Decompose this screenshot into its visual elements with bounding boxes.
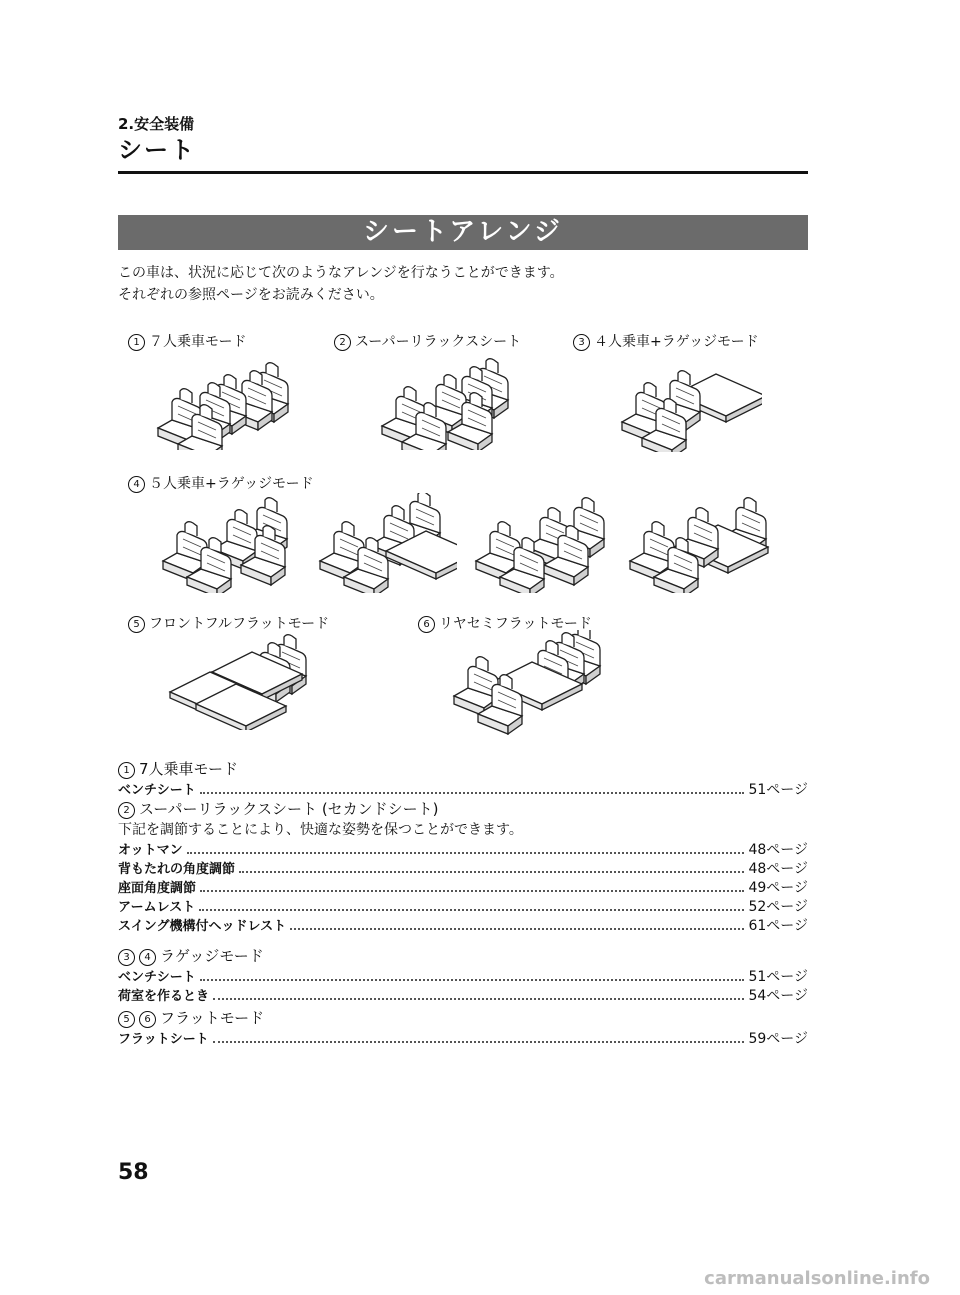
toc-heading: [118, 758, 808, 779]
watermark: carmanualsonline.info: [704, 1268, 930, 1289]
toc-note: 下記を調節することにより、快適な姿勢を保つことができます。: [118, 822, 523, 838]
page-number: 58: [118, 1160, 149, 1185]
mode-text: ７人乗車モード: [149, 334, 247, 350]
intro-line: この車は、状況に応じて次のようなアレンジを行なうことができます。: [118, 265, 564, 281]
toc-entry-page: 61ページ: [748, 918, 808, 934]
leader-dots: [290, 928, 744, 930]
section-label: 2.安全装備: [118, 115, 195, 133]
toc-entry-label: ベンチシート: [118, 783, 196, 798]
number-circle: 2: [118, 802, 135, 819]
toc-heading-text: スーパーリラックスシート (セカンドシート): [139, 800, 439, 818]
toc-entry-page: 49ページ: [748, 880, 808, 896]
number-circle: 1: [128, 334, 145, 351]
toc-heading-text: ラゲッジモード: [160, 947, 264, 965]
number-circle: 3: [118, 949, 135, 966]
toc-entry-page: 52ページ: [748, 899, 808, 915]
toc-entry-page: 51ページ: [748, 782, 808, 798]
toc-entry-label: オットマン: [118, 843, 183, 858]
toc-entry[interactable]: [118, 839, 808, 858]
toc-entry-label: 座面角度調節: [118, 881, 197, 896]
mode-text: フロントフルフラットモード: [149, 616, 330, 632]
leader-dots: [200, 890, 744, 892]
number-circle: 4: [139, 949, 156, 966]
leader-dots: [213, 1041, 745, 1043]
mode-text: ５人乗車+ラゲッジモード: [149, 476, 314, 492]
mode-label-2: [334, 331, 521, 351]
toc-entry-label: フラットシート: [118, 1032, 209, 1047]
toc-heading-text: 7人乗車モード: [139, 760, 238, 778]
number-circle: 6: [418, 616, 435, 633]
mode-label-3: [573, 331, 759, 351]
toc-entry-page: 54ページ: [748, 988, 808, 1004]
seat-illustration-super-relax: [372, 350, 522, 450]
toc-group-luggage: [118, 945, 808, 1004]
toc-group-flat: [118, 1007, 808, 1047]
toc-entry[interactable]: [118, 858, 808, 877]
toc-entry-page: 51ページ: [748, 969, 808, 985]
toc-entry-page: 59ページ: [748, 1031, 808, 1047]
seat-illustration-4-seat-luggage: [612, 362, 762, 452]
mode-label-4: [128, 473, 314, 493]
toc-entry-label: スイング機構付ヘッドレスト: [118, 919, 287, 934]
toc-group-super-relax: [118, 798, 808, 934]
leader-dots: [213, 998, 744, 1000]
seat-illustration-7-seat-mode: [148, 350, 298, 450]
seat-illustration-front-full-flat: [166, 630, 316, 730]
toc-entry[interactable]: [118, 966, 808, 985]
leader-dots: [239, 871, 744, 873]
number-circle: 4: [128, 476, 145, 493]
leader-dots: [200, 979, 745, 981]
toc-entry[interactable]: [118, 1028, 808, 1047]
toc-entry-page: 48ページ: [748, 842, 808, 858]
seat-illustration-5-seat-luggage-a: [155, 493, 295, 593]
leader-dots: [187, 852, 745, 854]
intro-line: それぞれの参照ページをお読みください。: [118, 287, 384, 303]
toc-heading-text: フラットモード: [160, 1009, 265, 1027]
seat-illustration-5-seat-luggage-b: [312, 493, 457, 593]
toc-entry-label: 荷室を作るとき: [118, 989, 210, 1004]
seat-illustration-5-seat-luggage-d: [622, 493, 772, 593]
section-banner: シートアレンジ: [118, 215, 808, 250]
toc-entry-page: 48ページ: [748, 861, 808, 877]
toc-entry-label: 背もたれの角度調節: [118, 862, 236, 877]
mode-label-1: [128, 331, 246, 351]
seat-illustration-5-seat-luggage-c: [468, 493, 613, 593]
mode-text: ４人乗車+ラゲッジモード: [594, 334, 759, 350]
toc-heading: [118, 945, 808, 966]
seat-illustration-rear-semi-flat: [446, 630, 611, 735]
mode-text: リヤセミフラットモード: [439, 616, 592, 632]
toc-entry-label: アームレスト: [118, 900, 196, 915]
number-circle: 6: [139, 1011, 156, 1028]
intro-text: [118, 262, 564, 306]
number-circle: 3: [573, 334, 590, 351]
toc-entry[interactable]: [118, 877, 808, 896]
toc-heading: [118, 798, 808, 819]
toc-heading: [118, 1007, 808, 1028]
mode-text: スーパーリラックスシート: [355, 334, 522, 350]
toc-group-7-seat: [118, 758, 808, 798]
toc-entry[interactable]: [118, 896, 808, 915]
page-title: シート: [118, 136, 196, 164]
leader-dots: [199, 909, 744, 911]
number-circle: 1: [118, 762, 135, 779]
toc-entry[interactable]: [118, 985, 808, 1004]
number-circle: 5: [128, 616, 145, 633]
leader-dots: [200, 792, 745, 794]
toc-entry[interactable]: [118, 779, 808, 798]
number-circle: 5: [118, 1011, 135, 1028]
title-rule: [118, 171, 808, 174]
toc-entry[interactable]: [118, 915, 808, 934]
toc-entry-label: ベンチシート: [118, 970, 196, 985]
number-circle: 2: [334, 334, 351, 351]
